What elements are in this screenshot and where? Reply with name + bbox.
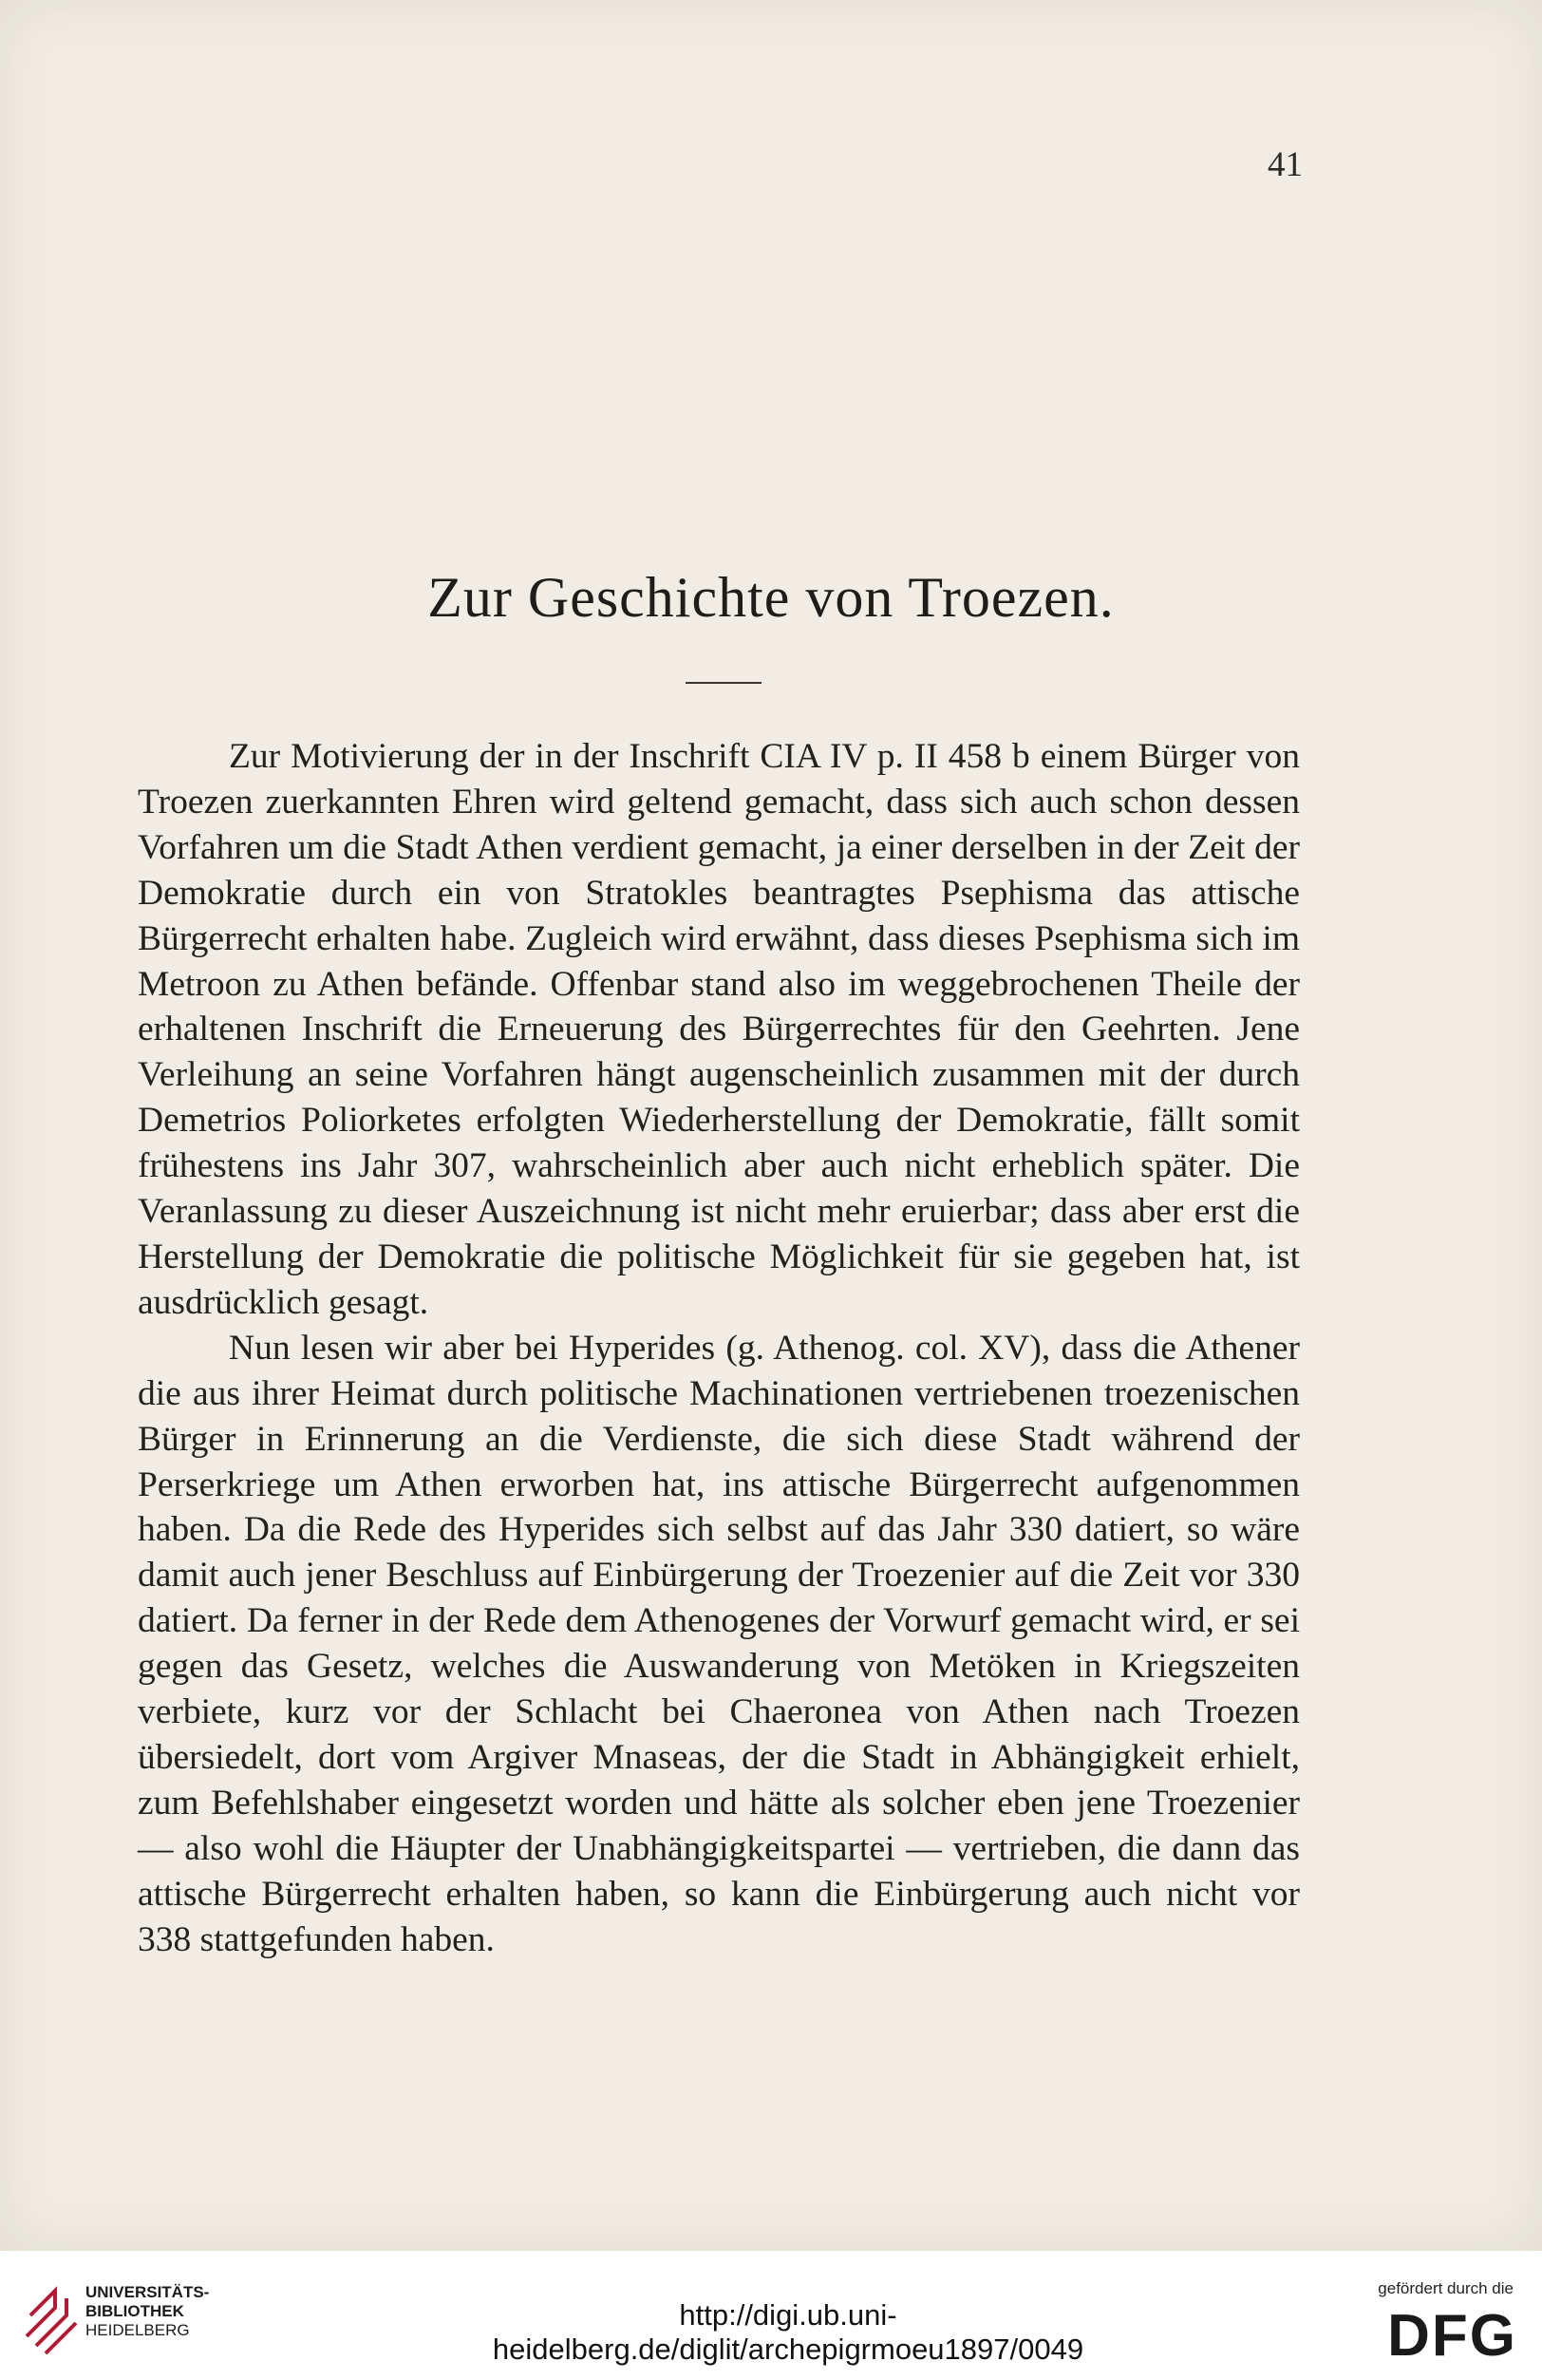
paragraph-1: Zur Motivierung der in der Inschrift CIA IV p. II 458 b einem Bürger von Troezen zuerkannten Ehren wird geltend gemacht, dass sich auch schon dessen Vorfahren um die Stadt Athen verdient gemacht, ja einer derselben in der Zeit der Demokratie durch ein von Stratokles beantragtes Psephisma das attische Bürgerrecht erhalten habe. Zugleich wird erwähnt, dass dieses Psephisma sich im Metroon zu Athen befände. Offenbar stand also im weggebrochenen Theile der erhaltenen Inschrift die Erneuerung des Bürgerrechtes für den Geehrten. Jene Verleihung an seine Vorfahren hängt augenscheinlich zusammen mit der durch Demetrios Poliorketes erfolgten Wiederherstellung der Demokratie, fällt somit frühestens ins Jahr 307, wahrscheinlich aber auch nicht erheblich später. Die Veranlassung zu dieser Auszeichnung ist nicht mehr eruierbar; dass aber erst die Herstellung der Demokratie die politische Möglichkeit für sie gegeben hat, ist ausdrücklich gesagt. xyxy=(138,737,1300,1322)
library-logo-icon xyxy=(17,2279,93,2355)
digitization-footer xyxy=(0,2251,1542,2380)
dfg-logo: DFG xyxy=(1387,2303,1517,2369)
title-divider xyxy=(686,682,762,684)
body-text xyxy=(138,734,1300,1962)
page-title: Zur Geschichte von Troezen. xyxy=(427,566,1115,629)
paragraph-2: Nun lesen wir aber bei Hyperides (g. Athenog. col. XV), dass die Athener die aus ihrer Heimat durch politische Machinationen vertriebenen troezenischen Bürger in Erinnerung an die Verdienste, die sich diese Stadt während der Perserkriege um Athen erworben hat, ins attische Bürgerrecht aufgenommen haben. Da die Rede des Hyperides sich selbst auf das Jahr 330 datiert, so wäre damit auch jener Beschluss auf Einbürgerung der Troezenier auf die Zeit vor 330 datiert. Da ferner in der Rede dem Athenogenes der Vorwurf gemacht wird, er sei gegen das Gesetz, welches die Auswanderung von Metöken in Kriegszeiten verbiete, kurz vor der Schlacht bei Chaeronea von Athen nach Troezen übersiedelt, dort vom Argiver Mnaseas, der die Stadt in Abhängigkeit erhielt, zum Befehlshaber eingesetzt worden und hätte als solcher eben jene Troezenier — also wohl die Häupter der Unabhängigkeitspartei — vertrieben, die dann das attische Bürgerrecht erhalten haben, so kann die Einbürgerung auch nicht vor 338 stattgefunden haben. xyxy=(138,1328,1300,1959)
library-line-2: BIBLIOTHEK xyxy=(85,2302,184,2320)
source-url-link[interactable]: http://digi.ub.uni-heidelberg.de/diglit/archepigrmoeu1897/0049 xyxy=(492,2298,1084,2366)
library-name xyxy=(85,2283,209,2340)
library-line-3: HEIDELBERG xyxy=(85,2321,190,2339)
funding-caption: gefördert durch die xyxy=(1378,2279,1514,2297)
library-line-1: UNIVERSITÄTS- xyxy=(85,2283,210,2301)
page-number: 41 xyxy=(1268,145,1303,184)
